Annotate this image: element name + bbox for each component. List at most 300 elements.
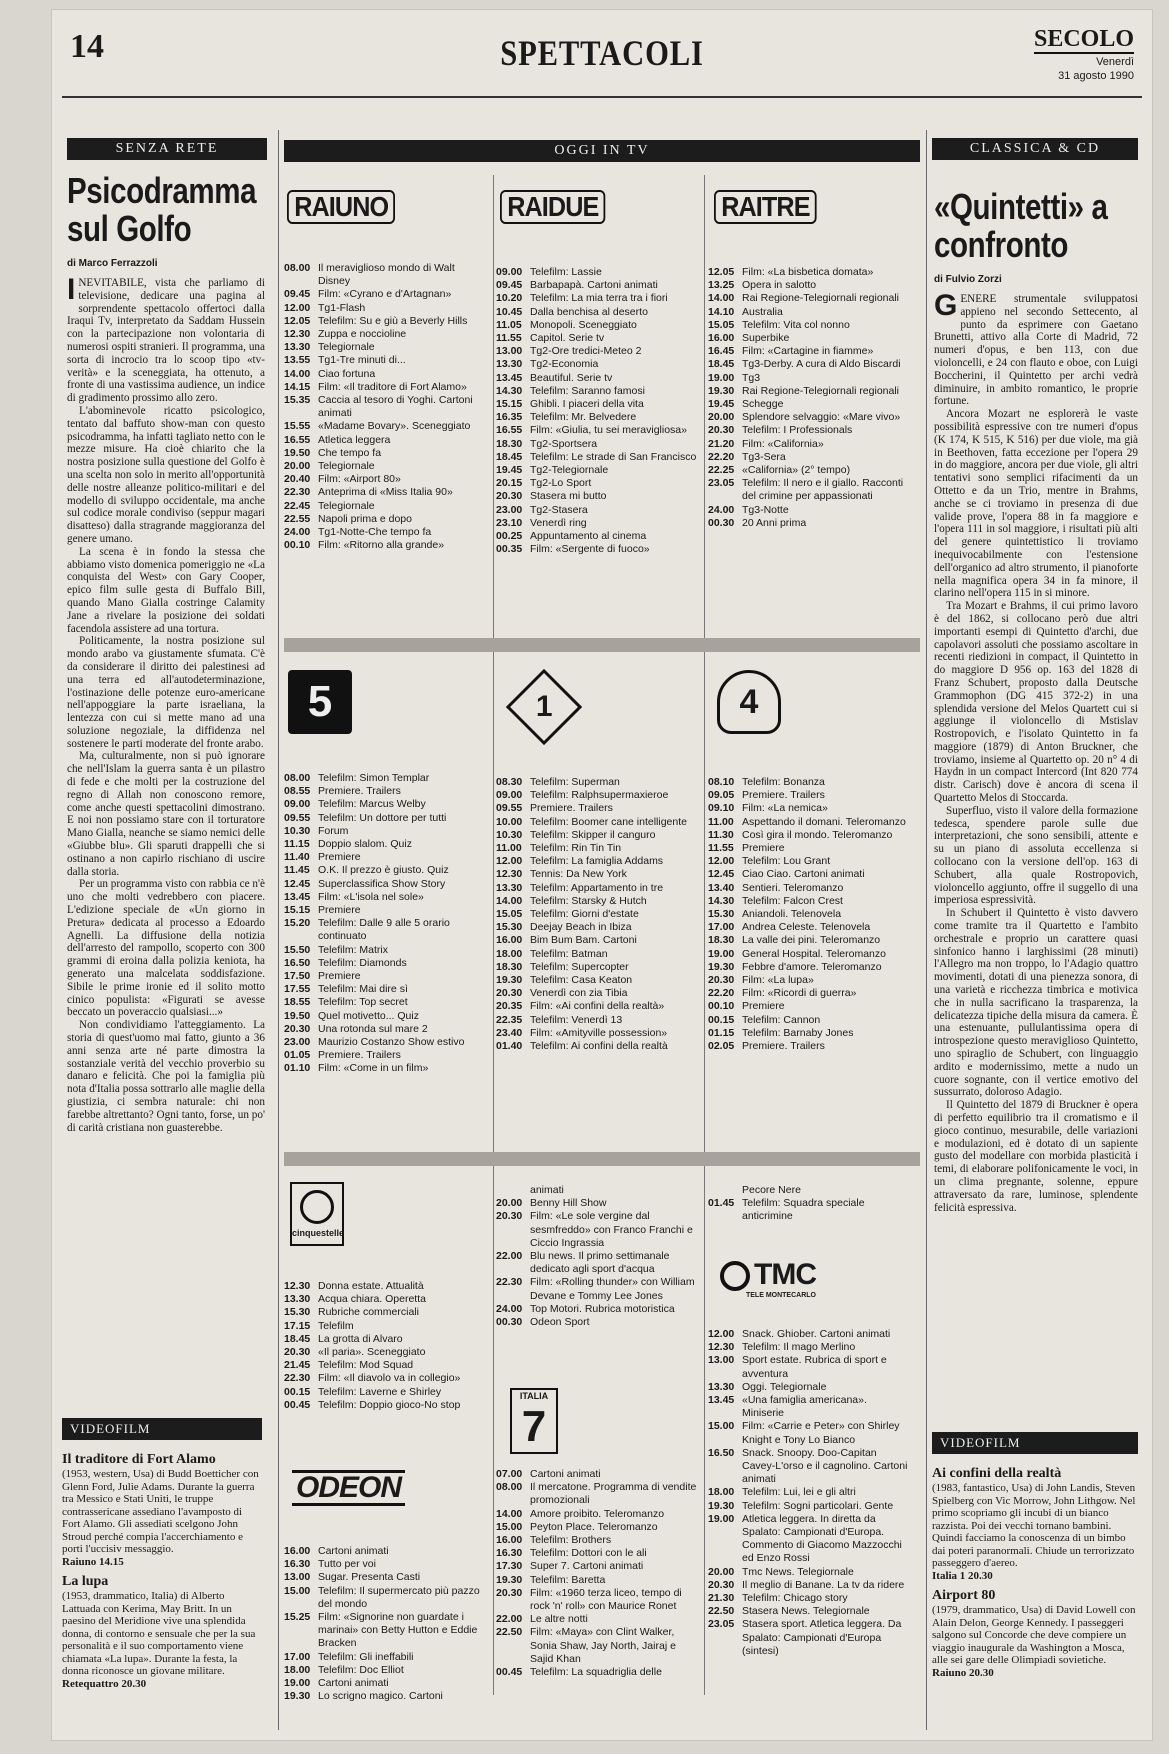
schedule-time: 22.50: [496, 1626, 523, 1639]
schedule-item: [708, 895, 910, 908]
schedule-program: Rai Regione-Telegiornali regionali: [742, 384, 900, 397]
schedule-time: 13.30: [284, 1293, 311, 1306]
schedule-program: Doppio slalom. Quiz: [318, 838, 412, 851]
schedule-program: Maurizio Costanzo Show estivo: [318, 1036, 465, 1049]
schedule-item: [284, 891, 486, 904]
schedule-item: [708, 776, 910, 789]
schedule-time: 11.30: [708, 828, 734, 841]
schedule-program: Tg2-Sportsera: [530, 437, 598, 450]
schedule-time: 00.10: [284, 539, 311, 552]
schedule-item: [284, 1280, 486, 1293]
schedule-program: Stasera sport. Atletica leggera. Da Spalato: Campionati d'Europa (sintesi): [742, 1618, 902, 1657]
schedule-time: 12.00: [284, 301, 311, 314]
schedule-item: [284, 996, 486, 1009]
raiuno-logo: RAIUNO: [287, 190, 395, 224]
raitre-logo: RAITRE: [714, 190, 817, 224]
article-headline: Psicodramma sul Golfo: [67, 170, 257, 249]
raitre-schedule: [708, 266, 910, 530]
schedule-program: Telefilm: La mia terra tra i fiori: [530, 292, 668, 305]
schedule-item: [708, 961, 910, 974]
schedule-program: Stasera News. Telegiornale: [742, 1605, 870, 1618]
schedule-time: 19.45: [708, 398, 735, 411]
schedule-program: Film: «1960 terza liceo, tempo di rock 'n' roll» con Maurice Ronet: [530, 1586, 682, 1613]
cinquestelle-logo-text: cinquestelle: [292, 1228, 345, 1238]
schedule-item: [496, 1276, 698, 1302]
schedule-program: Film: «California»: [742, 437, 824, 450]
schedule-program: Tg3-Sera: [742, 450, 786, 463]
schedule-time: 01.15: [708, 1026, 735, 1039]
schedule-program: Rubriche commerciali: [318, 1306, 419, 1319]
schedule-program: animati: [530, 1184, 564, 1196]
schedule-program: Così gira il mondo. Teleromanzo: [742, 828, 893, 841]
schedule-time: 19.50: [284, 1009, 311, 1022]
schedule-time: 14.00: [496, 894, 523, 907]
schedule-program: Superbike: [742, 332, 790, 345]
schedule-program: Sugar. Presenta Casti: [318, 1571, 421, 1584]
schedule-program: Tg2-Telegiornale: [530, 464, 609, 477]
schedule-time: 10.30: [496, 828, 523, 841]
schedule-time: 01.05: [284, 1049, 311, 1062]
schedule-program: Tutto per voi: [318, 1558, 376, 1571]
film-title: La lupa: [62, 1574, 109, 1589]
schedule-time: 20.00: [708, 1565, 735, 1578]
schedule-time: 20.40: [284, 473, 311, 486]
schedule-item: [284, 1545, 486, 1558]
article-paragraph: Non condividiamo l'atteggiamento. La storia di quest'uomo mai fatto, giunto a 36 anni senza arte né parte dimostra la sostanziale verità del vecchio proverbio su danaro e felicità. Che poi la famiglia più nota d'Italia possa sottrarlo alle maglie della giustizia, ci sembra naturale: chi non farebbe altrettanto? Ogni tanto, forse, un po' di carità cristiana non guasterebbe.: [67, 1019, 265, 1134]
schedule-time: 19.30: [708, 960, 735, 973]
schedule-item: [708, 424, 910, 437]
schedule-program: Tg2-Stasera: [530, 503, 588, 516]
schedule-program: «Una famiglia americana». Miniserie: [742, 1394, 867, 1420]
schedule-program: Telefilm: Doc Elliot: [318, 1663, 404, 1676]
schedule-item: [496, 279, 698, 292]
schedule-program: Telefilm: I Professionals: [742, 424, 853, 437]
schedule-time: 16.30: [284, 1558, 311, 1571]
schedule-item: [496, 974, 698, 987]
schedule-time: 07.00: [496, 1468, 523, 1480]
schedule-item: [284, 434, 486, 447]
schedule-time: 22.20: [708, 450, 735, 463]
schedule-item: [708, 477, 910, 503]
schedule-time: 20.30: [496, 1210, 523, 1223]
schedule-item: [708, 855, 910, 868]
schedule-program: Telefilm: Lassie: [530, 266, 602, 278]
schedule-item: [284, 302, 486, 315]
tv-column-rule: [493, 175, 494, 1695]
schedule-time: 20.30: [708, 1578, 735, 1591]
schedule-time: 19.30: [284, 1690, 311, 1703]
schedule-program: Telefilm: Sogni particolari. Gente: [742, 1499, 894, 1512]
schedule-item: [284, 1571, 486, 1584]
schedule-program: Telefilm: Doppio gioco-No stop: [318, 1398, 461, 1411]
schedule-program: Oggi. Telegiornale: [742, 1380, 827, 1393]
schedule-time: [496, 1184, 530, 1197]
schedule-item: [496, 1521, 698, 1534]
schedule-program: Film: «Sergente di fuoco»: [530, 543, 650, 556]
schedule-program: Che tempo fa: [318, 446, 382, 459]
schedule-program: O.K. Il prezzo è giusto. Quiz: [318, 864, 449, 877]
schedule-time: 18.00: [708, 1486, 735, 1499]
schedule-time: 20.30: [496, 987, 523, 1000]
canale5-schedule: [284, 772, 486, 1076]
film-slot: Italia 1 20.30: [932, 1569, 993, 1582]
schedule-item: [284, 983, 486, 996]
schedule-program: Telegiornale: [318, 499, 375, 512]
schedule-time: 11.05: [496, 318, 522, 331]
schedule-item: [708, 1447, 910, 1487]
schedule-program: Super 7. Cartoni animati: [530, 1560, 644, 1573]
schedule-program: Il mercatone. Programma di vendite promozionali: [530, 1481, 697, 1507]
schedule-time: 11.55: [708, 842, 734, 855]
schedule-time: 09.45: [496, 279, 523, 292]
section-title: SPETTACOLI: [500, 33, 704, 73]
schedule-item: [496, 816, 698, 829]
schedule-program: Premiere. Trailers: [318, 785, 401, 798]
schedule-program: Donna estate. Attualità: [318, 1280, 424, 1292]
schedule-time: 13.30: [284, 341, 311, 354]
schedule-time: 13.45: [284, 890, 311, 903]
schedule-program: Telefilm: Su e giù a Beverly Hills: [318, 314, 468, 327]
schedule-program: Telefilm: Brothers: [530, 1534, 612, 1547]
schedule-time: 10.45: [496, 305, 523, 318]
schedule-program: Barbapapà. Cartoni animati: [530, 279, 658, 292]
schedule-program: Benny Hill Show: [530, 1197, 607, 1210]
schedule-item: [284, 904, 486, 917]
schedule-program: Telefilm: Dottori con le ali: [530, 1547, 647, 1560]
schedule-item: [284, 1306, 486, 1319]
schedule-time: 09.00: [496, 789, 523, 802]
schedule-item: [708, 948, 910, 961]
schedule-time: 18.00: [284, 1663, 311, 1676]
schedule-item: [496, 1547, 698, 1560]
odeon-schedule: [284, 1545, 486, 1703]
schedule-program: Blu news. Il primo settimanale dedicato agli sport d'acqua: [530, 1250, 670, 1276]
schedule-item: [284, 262, 486, 288]
article-paragraph: L'abominevole ricatto psicologico, tentato dal baffuto show-man con questo psicodramma, ha infatti tagliato netto con le mezze misure. Ha cioè chiarito che la nostra posizione sulla questione del Golfo è una scelta non solo in merito all'opportunità delle nostre alleanze politico-militari e del modello di sviluppo occidentale, ma anche sul codice morale condiviso (seppur magari disatteso) dalla stragrande maggioranza del genere umano.: [67, 404, 265, 545]
videofilm-item: [932, 1588, 1138, 1679]
header-rule: [62, 96, 1142, 98]
schedule-program: Telefilm: [318, 1319, 354, 1332]
schedule-item: [284, 328, 486, 341]
schedule-time: 10.00: [496, 815, 523, 828]
schedule-program: Tg3-Notte: [742, 503, 789, 516]
schedule-program: Telefilm: Batman: [530, 947, 608, 960]
schedule-time: 00.45: [496, 1666, 523, 1679]
schedule-program: Capitol. Serie tv: [530, 332, 605, 345]
schedule-item: [708, 842, 910, 855]
schedule-item: [496, 868, 698, 881]
schedule-item: [708, 1328, 910, 1341]
schedule-item: [284, 957, 486, 970]
schedule-program: Film: «Ricordi di guerra»: [742, 987, 857, 1000]
schedule-time: 00.30: [708, 516, 735, 529]
schedule-item: [496, 934, 698, 947]
videofilm-item: [62, 1574, 262, 1690]
schedule-time: 00.15: [284, 1385, 311, 1398]
schedule-time: 17.50: [284, 970, 311, 983]
schedule-time: 13.30: [496, 358, 523, 371]
schedule-program: Telefilm: Diamonds: [318, 956, 407, 969]
italia7-logo-label: ITALIA: [519, 1391, 549, 1401]
schedule-time: 13.30: [496, 881, 523, 894]
schedule-item: [496, 411, 698, 424]
article-headline: «Quintetti» a confronto: [934, 186, 1108, 265]
schedule-item: [284, 944, 486, 957]
schedule-program: Napoli prima e dopo: [318, 512, 412, 525]
schedule-item: [708, 411, 910, 424]
schedule-program: Premiere: [318, 904, 361, 917]
schedule-item: [496, 319, 698, 332]
schedule-time: 18.30: [496, 437, 523, 450]
schedule-program: Snack. Snoopy. Doo-Capitan Cavey-L'orso e il cagnolino. Cartoni animati: [742, 1446, 908, 1486]
schedule-time: 00.10: [708, 1000, 735, 1013]
schedule-program: Film: «L'isola nel sole»: [318, 890, 424, 903]
schedule-program: Il meglio di Banane. La tv da ridere: [742, 1578, 905, 1591]
schedule-item: [496, 948, 698, 961]
schedule-program: Appuntamento al cinema: [530, 530, 647, 543]
schedule-time: 17.00: [284, 1650, 311, 1663]
left-column: [67, 172, 265, 1134]
schedule-program: Tennis: Da New York: [530, 868, 627, 881]
schedule-program: Le altre notti: [530, 1613, 588, 1626]
schedule-time: 19.30: [708, 1499, 735, 1512]
schedule-time: 23.00: [496, 503, 523, 516]
schedule-program: «Madame Bovary». Sceneggiato: [318, 420, 471, 433]
schedule-item: [708, 1592, 910, 1605]
schedule-time: 16.30: [496, 1547, 523, 1560]
schedule-program: Telefilm: Rin Tin Tin: [530, 842, 622, 855]
schedule-program: Telefilm: Cannon: [742, 1013, 821, 1026]
schedule-time: 19.00: [708, 947, 735, 960]
schedule-item: [708, 464, 910, 477]
schedule-item: [496, 987, 698, 1000]
schedule-time: 00.15: [708, 1013, 735, 1026]
article-paragraph: La scena è in fondo la stessa che abbiamo visto domenica pomeriggio ne «La conquista del West» con Gary Cooper, epico film sulle gesta di Buffalo Bill, quando Mano Gialla costringe Calamity Jane a rivelare la posizione dei soldati facendola assistere ad una tortura.: [67, 545, 265, 635]
schedule-item: [496, 306, 698, 319]
classica-cd-banner: CLASSICA & CD: [932, 138, 1138, 160]
schedule-item: [708, 789, 910, 802]
schedule-time: 22.55: [284, 512, 311, 525]
schedule-program: Venerdì con zia Tibia: [530, 987, 628, 1000]
schedule-program: Beautiful. Serie tv: [530, 371, 613, 384]
cinquestelle-schedule: [284, 1280, 486, 1412]
schedule-item: [708, 306, 910, 319]
schedule-item: [708, 802, 910, 815]
schedule-time: 15.15: [284, 904, 311, 917]
schedule-time: 15.50: [284, 943, 311, 956]
schedule-program: Una rotonda sul mare 2: [318, 1022, 428, 1035]
schedule-item: [284, 420, 486, 433]
schedule-time: 23.10: [496, 516, 523, 529]
schedule-item: [284, 1399, 486, 1412]
schedule-time: 16.50: [284, 956, 311, 969]
schedule-program: Zuppa e noccioline: [318, 328, 407, 341]
schedule-time: 19.30: [496, 1573, 523, 1586]
schedule-program: Telefilm: Ai confini della realtà: [530, 1040, 668, 1053]
schedule-time: 22.30: [284, 1372, 311, 1385]
schedule-item: [708, 882, 910, 895]
schedule-item: [284, 1359, 486, 1372]
schedule-item: [708, 1341, 910, 1354]
schedule-program: Telefilm: Ralphsupermaxieroe: [530, 789, 669, 802]
schedule-item: [708, 451, 910, 464]
schedule-time: 13.00: [284, 1571, 311, 1584]
schedule-item: [708, 517, 910, 530]
schedule-program: Tmc News. Telegiornale: [742, 1565, 854, 1578]
schedule-item: [284, 917, 486, 943]
schedule-item: [708, 319, 910, 332]
schedule-program: Telefilm: Le strade di San Francisco: [530, 450, 697, 463]
schedule-program: Telefilm: Squadra speciale anticrimine: [742, 1197, 865, 1223]
schedule-item: [708, 908, 910, 921]
schedule-item: [708, 1354, 910, 1380]
schedule-program: Telefilm: Venerdì 13: [530, 1013, 623, 1026]
article-paragraph: Il Quintetto del 1879 di Bruckner è opera di perfetto equilibrio tra il cromatismo e il gioco continuo, mesurabile, delle variazioni e modulazioni, ed è dotato di un sapiente gusto del modellare con morbida plasticità i temi, di elaborare polifonicamente le voci, in un clima pregnante, solenne, eppure attraversato da rare, luminose, splendente felicità espressiva.: [934, 1099, 1138, 1214]
schedule-item: [284, 1690, 486, 1703]
schedule-item: [496, 1613, 698, 1626]
tmc-logo-text: TMC: [754, 1258, 816, 1291]
schedule-program: Film: «Maya» con Clint Walker, Sonia Shaw, Jay North, Jairaj e Sajid Khan: [530, 1626, 676, 1665]
schedule-program: Tg1-Flash: [318, 301, 366, 314]
schedule-program: «Il paria». Sceneggiato: [318, 1346, 426, 1359]
schedule-item: [496, 1587, 698, 1613]
schedule-program: Telefilm: Boomer cane intelligente: [530, 815, 687, 828]
schedule-time: 19.00: [708, 1512, 735, 1525]
schedule-program: Telefilm: Bonanza: [742, 776, 825, 788]
schedule-item: [496, 332, 698, 345]
schedule-time: 16.55: [496, 424, 523, 437]
schedule-item: [284, 1346, 486, 1359]
videofilm-item: [62, 1452, 262, 1568]
schedule-item: [284, 812, 486, 825]
schedule-program: Amore proibito. Teleromanzo: [530, 1507, 665, 1520]
schedule-time: 11.00: [708, 815, 734, 828]
schedule-time: 18.00: [496, 947, 523, 960]
schedule-program: Film: «Giulia, tu sei meravigliosa»: [530, 424, 687, 437]
schedule-item: [708, 358, 910, 371]
schedule-program: Ciao fortuna: [318, 367, 376, 380]
schedule-item: [284, 851, 486, 864]
article-byline: di Fulvio Zorzi: [934, 274, 1002, 285]
schedule-time: 13.55: [284, 354, 311, 367]
schedule-time: 15.30: [496, 921, 523, 934]
schedule-program: Stasera mi butto: [530, 490, 607, 503]
schedule-time: 14.10: [708, 305, 735, 318]
schedule-item: [284, 1585, 486, 1611]
schedule-time: 19.30: [496, 974, 523, 987]
schedule-program: Film: «La bisbetica domata»: [742, 266, 874, 278]
article-lead: NEVITABILE, vista che parliamo di televisione, dedicare una pagina al sorprendente spettacolo offertoci dalla Iraqui Tv, interpretato da Saddam Hussein con la partecipazione non volontaria di numerosi ospiti stranieri. Il programma, una sorta di incrocio tra lo scoop tipo «tv-verità» e la sceneggiata, ha ottenuto, a fronte di una vastissima audience, un indice di gradimento prossimo allo zero.: [67, 277, 265, 405]
schedule-program: Aniandoli. Telenovela: [742, 908, 842, 921]
videofilm-right: [932, 1460, 1138, 1679]
schedule-program: Tg3-Derby. A cura di Aldo Biscardi: [742, 358, 901, 371]
schedule-program: Cartoni animati: [318, 1677, 389, 1690]
raidue-logo: RAIDUE: [500, 190, 606, 224]
schedule-item: [284, 1333, 486, 1346]
schedule-time: 23.40: [496, 1026, 523, 1039]
italia1-logo: [506, 669, 582, 745]
column-rule: [926, 130, 927, 1730]
schedule-program: Bim Bum Bam. Cartoni: [530, 934, 637, 947]
schedule-time: 10.30: [284, 824, 311, 837]
schedule-time: 11.45: [284, 864, 310, 877]
schedule-item: [284, 1372, 486, 1385]
schedule-item: [496, 1481, 698, 1507]
schedule-program: Splendore selvaggio: «Mare vivo»: [742, 411, 901, 424]
schedule-item: [284, 460, 486, 473]
schedule-item: [496, 1040, 698, 1053]
schedule-program: Film: «Rolling thunder» con William Devane e Tommy Lee Jones: [530, 1276, 695, 1302]
schedule-time: 18.45: [708, 358, 735, 371]
schedule-time: 20.35: [496, 1000, 523, 1013]
schedule-time: 15.05: [496, 908, 523, 921]
schedule-program: Australia: [742, 305, 783, 318]
schedule-item: [496, 1468, 698, 1481]
film-title: Il traditore di Fort Alamo: [62, 1452, 216, 1467]
schedule-time: 19.00: [708, 371, 735, 384]
schedule-time: 16.35: [496, 411, 523, 424]
schedule-item: [496, 1303, 698, 1316]
schedule-program: Film: «La lupa»: [742, 974, 814, 987]
schedule-program: Schegge: [742, 398, 784, 411]
schedule-item: [496, 490, 698, 503]
schedule-time: 18.45: [496, 450, 523, 463]
rete4-schedule-continued: [708, 1184, 910, 1224]
schedule-time: 22.20: [708, 987, 735, 1000]
schedule-item: [496, 504, 698, 517]
schedule-time: 20.30: [284, 1022, 311, 1035]
schedule-time: 17.15: [284, 1319, 311, 1332]
schedule-item: [496, 1534, 698, 1547]
schedule-program: Il meraviglioso mondo di Walt Disney: [318, 262, 455, 288]
videofilm-banner-left: VIDEOFILM: [62, 1418, 262, 1440]
schedule-item: [708, 1420, 910, 1446]
schedule-program: «California» (2° tempo): [742, 464, 851, 477]
schedule-time: 17.55: [284, 983, 311, 996]
odeon-schedule-continued: [496, 1184, 698, 1329]
schedule-time: 20.30: [284, 1346, 311, 1359]
schedule-item: [708, 292, 910, 305]
schedule-item: [708, 987, 910, 1000]
schedule-time: 24.00: [284, 526, 311, 539]
schedule-item: [708, 398, 910, 411]
schedule-item: [496, 882, 698, 895]
issue-day: Venerdì: [1096, 56, 1134, 68]
schedule-program: Febbre d'amore. Teleromanzo: [742, 960, 882, 973]
schedule-item: [708, 1184, 910, 1197]
schedule-time: 15.00: [708, 1420, 735, 1433]
schedule-item: [496, 517, 698, 530]
film-description: (1979, drammatico, Usa) di David Lowell con Alain Delon, George Kennedy. I passeggeri salgono sul Concorde che deve compiere un viaggio inaugurale da Washington a Mosca, alle sei gare delle Olimpiadi sovietiche.: [932, 1604, 1136, 1666]
schedule-item: [496, 1027, 698, 1040]
article-body: [934, 289, 1138, 1214]
italia1-schedule: [496, 776, 698, 1053]
schedule-item: [708, 1566, 910, 1579]
schedule-time: 01.45: [708, 1197, 735, 1210]
schedule-time: 12.45: [708, 868, 735, 881]
schedule-item: [708, 438, 910, 451]
schedule-item: [284, 341, 486, 354]
schedule-item: [496, 451, 698, 464]
schedule-program: Aspettando il domani. Teleromanzo: [742, 815, 906, 828]
schedule-program: Telefilm: Lou Grant: [742, 855, 831, 868]
schedule-program: Tg2-Ore tredici-Meteo 2: [530, 345, 642, 358]
schedule-time: 00.25: [496, 530, 523, 543]
schedule-item: [708, 1014, 910, 1027]
schedule-time: 22.45: [284, 499, 311, 512]
schedule-program: Telefilm: Laverne e Shirley: [318, 1385, 442, 1398]
schedule-program: La grotta di Alvaro: [318, 1332, 403, 1345]
